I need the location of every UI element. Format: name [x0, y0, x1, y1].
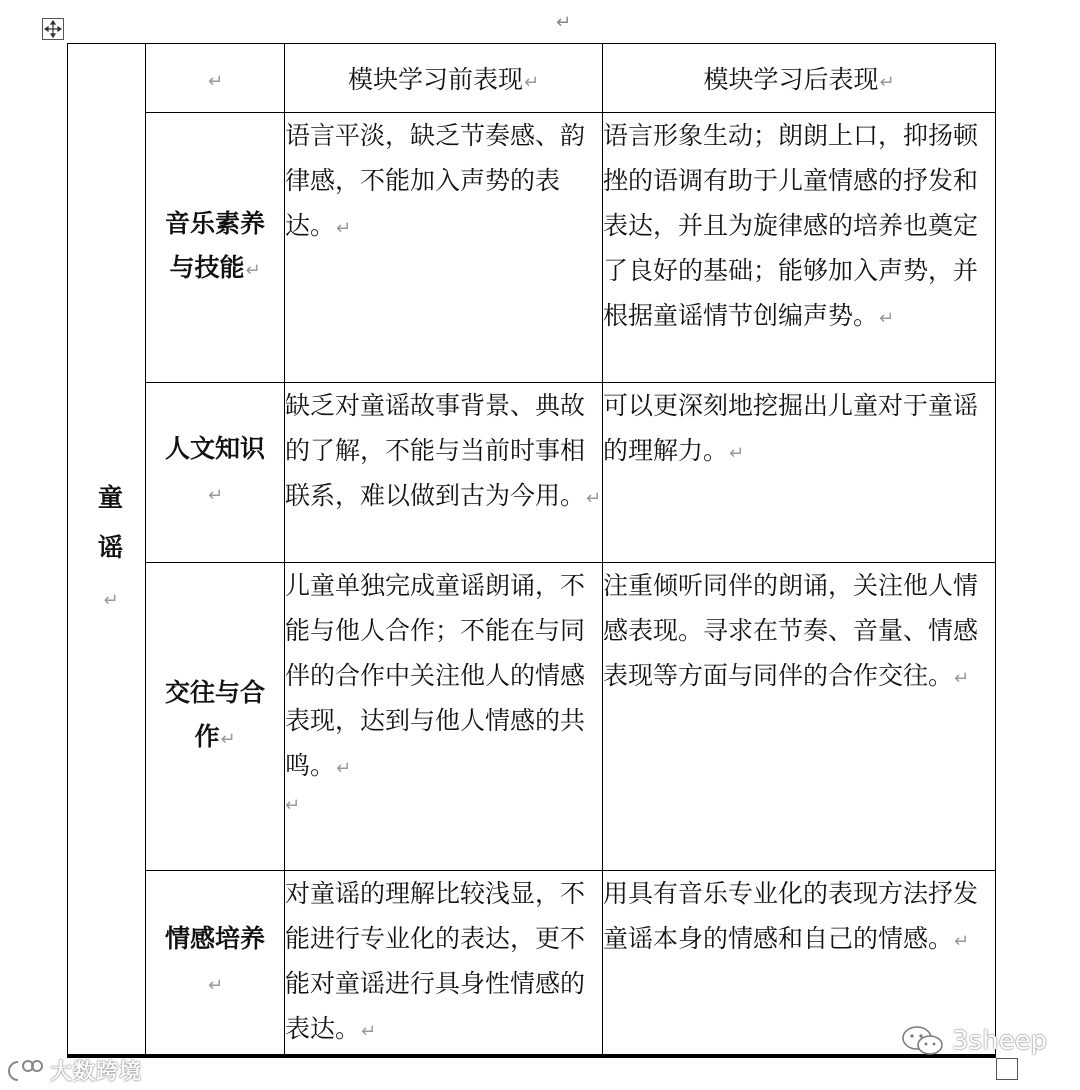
empty-paragraph-mark: ↵: [285, 795, 301, 816]
after-cell: 用具有音乐专业化的表现方法抒发童谣本身的情感和自己的情感。↵: [603, 871, 996, 1057]
comparison-table: [67, 43, 996, 1058]
row-label: 情感培养: [164, 924, 265, 953]
group-label-cell: [68, 44, 146, 1057]
header-before-label: 模块学习前表现: [347, 65, 523, 94]
watermark-left: [6, 1055, 142, 1086]
table-row: [68, 563, 996, 871]
table-row: [68, 113, 996, 383]
before-text: 儿童单独完成童谣朗诵，不能与他人合作；不能在与同伴的合作中关注他人的情感表现，达到与他人情感的共鸣。: [285, 571, 586, 780]
after-cell: 语言形象生动；朗朗上口，抑扬顿挫的语调有助于儿童情感的抒发和表达，并且为旋律感的培养也奠定了良好的基础；能够加入声势，并根据童谣情节创编声势。↵: [603, 113, 996, 383]
table-header-row: [68, 44, 996, 113]
before-text: 对童谣的理解比较浅显，不能进行专业化的表达，更不能对童谣进行具身性情感的表达。: [285, 879, 586, 1043]
move-arrows-icon: [44, 20, 62, 38]
paragraph-mark: ↵: [556, 12, 572, 33]
after-text: 语言形象生动；朗朗上口，抑扬顿挫的语调有助于儿童情感的抒发和表达，并且为旋律感的培养也奠定了良好的基础；能够加入声势，并根据童谣情节创编声势。: [603, 121, 979, 330]
header-cell-after: 模块学习后表现↵: [603, 44, 996, 113]
row-label: 人文知识: [164, 434, 265, 463]
row-label-cell: 音乐素养与技能↵: [146, 113, 285, 383]
header-cell-empty: ↵: [146, 44, 285, 113]
header-after-label: 模块学习后表现: [703, 65, 879, 94]
before-cell: 儿童单独完成童谣朗诵，不能与他人合作；不能在与同伴的合作中关注他人的情感表现，达到与他人情感的共鸣。↵ ↵: [285, 563, 603, 871]
before-cell: 语言平淡，缺乏节奏感、韵律感，不能加入声势的表达。↵: [285, 113, 603, 383]
before-text: 缺乏对童谣故事背景、典故的了解，不能与当前时事相联系，难以做到古为今用。: [285, 391, 586, 510]
after-text: 注重倾听同伴的朗诵，关注他人情感表现。寻求在节奏、音量、情感表现等方面与同伴的合作交往。: [603, 571, 979, 690]
row-label-cell: 情感培养↵: [146, 871, 285, 1057]
after-text: 可以更深刻地挖掘出儿童对于童谣的理解力。: [603, 391, 979, 465]
table-resize-handle-icon[interactable]: [996, 1058, 1018, 1080]
table-row: [68, 383, 996, 563]
wechat-icon: [900, 1024, 946, 1058]
watermark-left-text: 大数跨境: [50, 1060, 143, 1085]
header-cell-before: 模块学习前表现↵: [285, 44, 603, 113]
before-text: 语言平淡，缺乏节奏感、韵律感，不能加入声势的表达。: [285, 121, 586, 240]
watermark-right: [900, 1024, 1047, 1058]
row-label-cell: 人文知识↵: [146, 383, 285, 563]
watermark-right-text: 3sheep: [952, 1026, 1048, 1056]
before-cell: 缺乏对童谣故事背景、典故的了解，不能与当前时事相联系，难以做到古为今用。↵: [285, 383, 603, 563]
after-cell: 注重倾听同伴的朗诵，关注他人情感表现。寻求在节奏、音量、情感表现等方面与同伴的合作交往。↵: [603, 563, 996, 871]
after-cell: 可以更深刻地挖掘出儿童对于童谣的理解力。↵: [603, 383, 996, 563]
table-move-handle-icon[interactable]: [42, 18, 64, 40]
group-label: 童谣↵: [97, 482, 123, 611]
row-label: 交往与合作: [164, 678, 265, 751]
after-text: 用具有音乐专业化的表现方法抒发童谣本身的情感和自己的情感。: [603, 879, 979, 953]
row-label: 音乐素养与技能: [164, 209, 265, 282]
row-label-cell: 交往与合作↵: [146, 563, 285, 871]
table-row: [68, 871, 996, 1057]
before-cell: 对童谣的理解比较浅显，不能进行专业化的表达，更不能对童谣进行具身性情感的表达。↵: [285, 871, 603, 1057]
watermark-logo-icon: [6, 1058, 44, 1084]
